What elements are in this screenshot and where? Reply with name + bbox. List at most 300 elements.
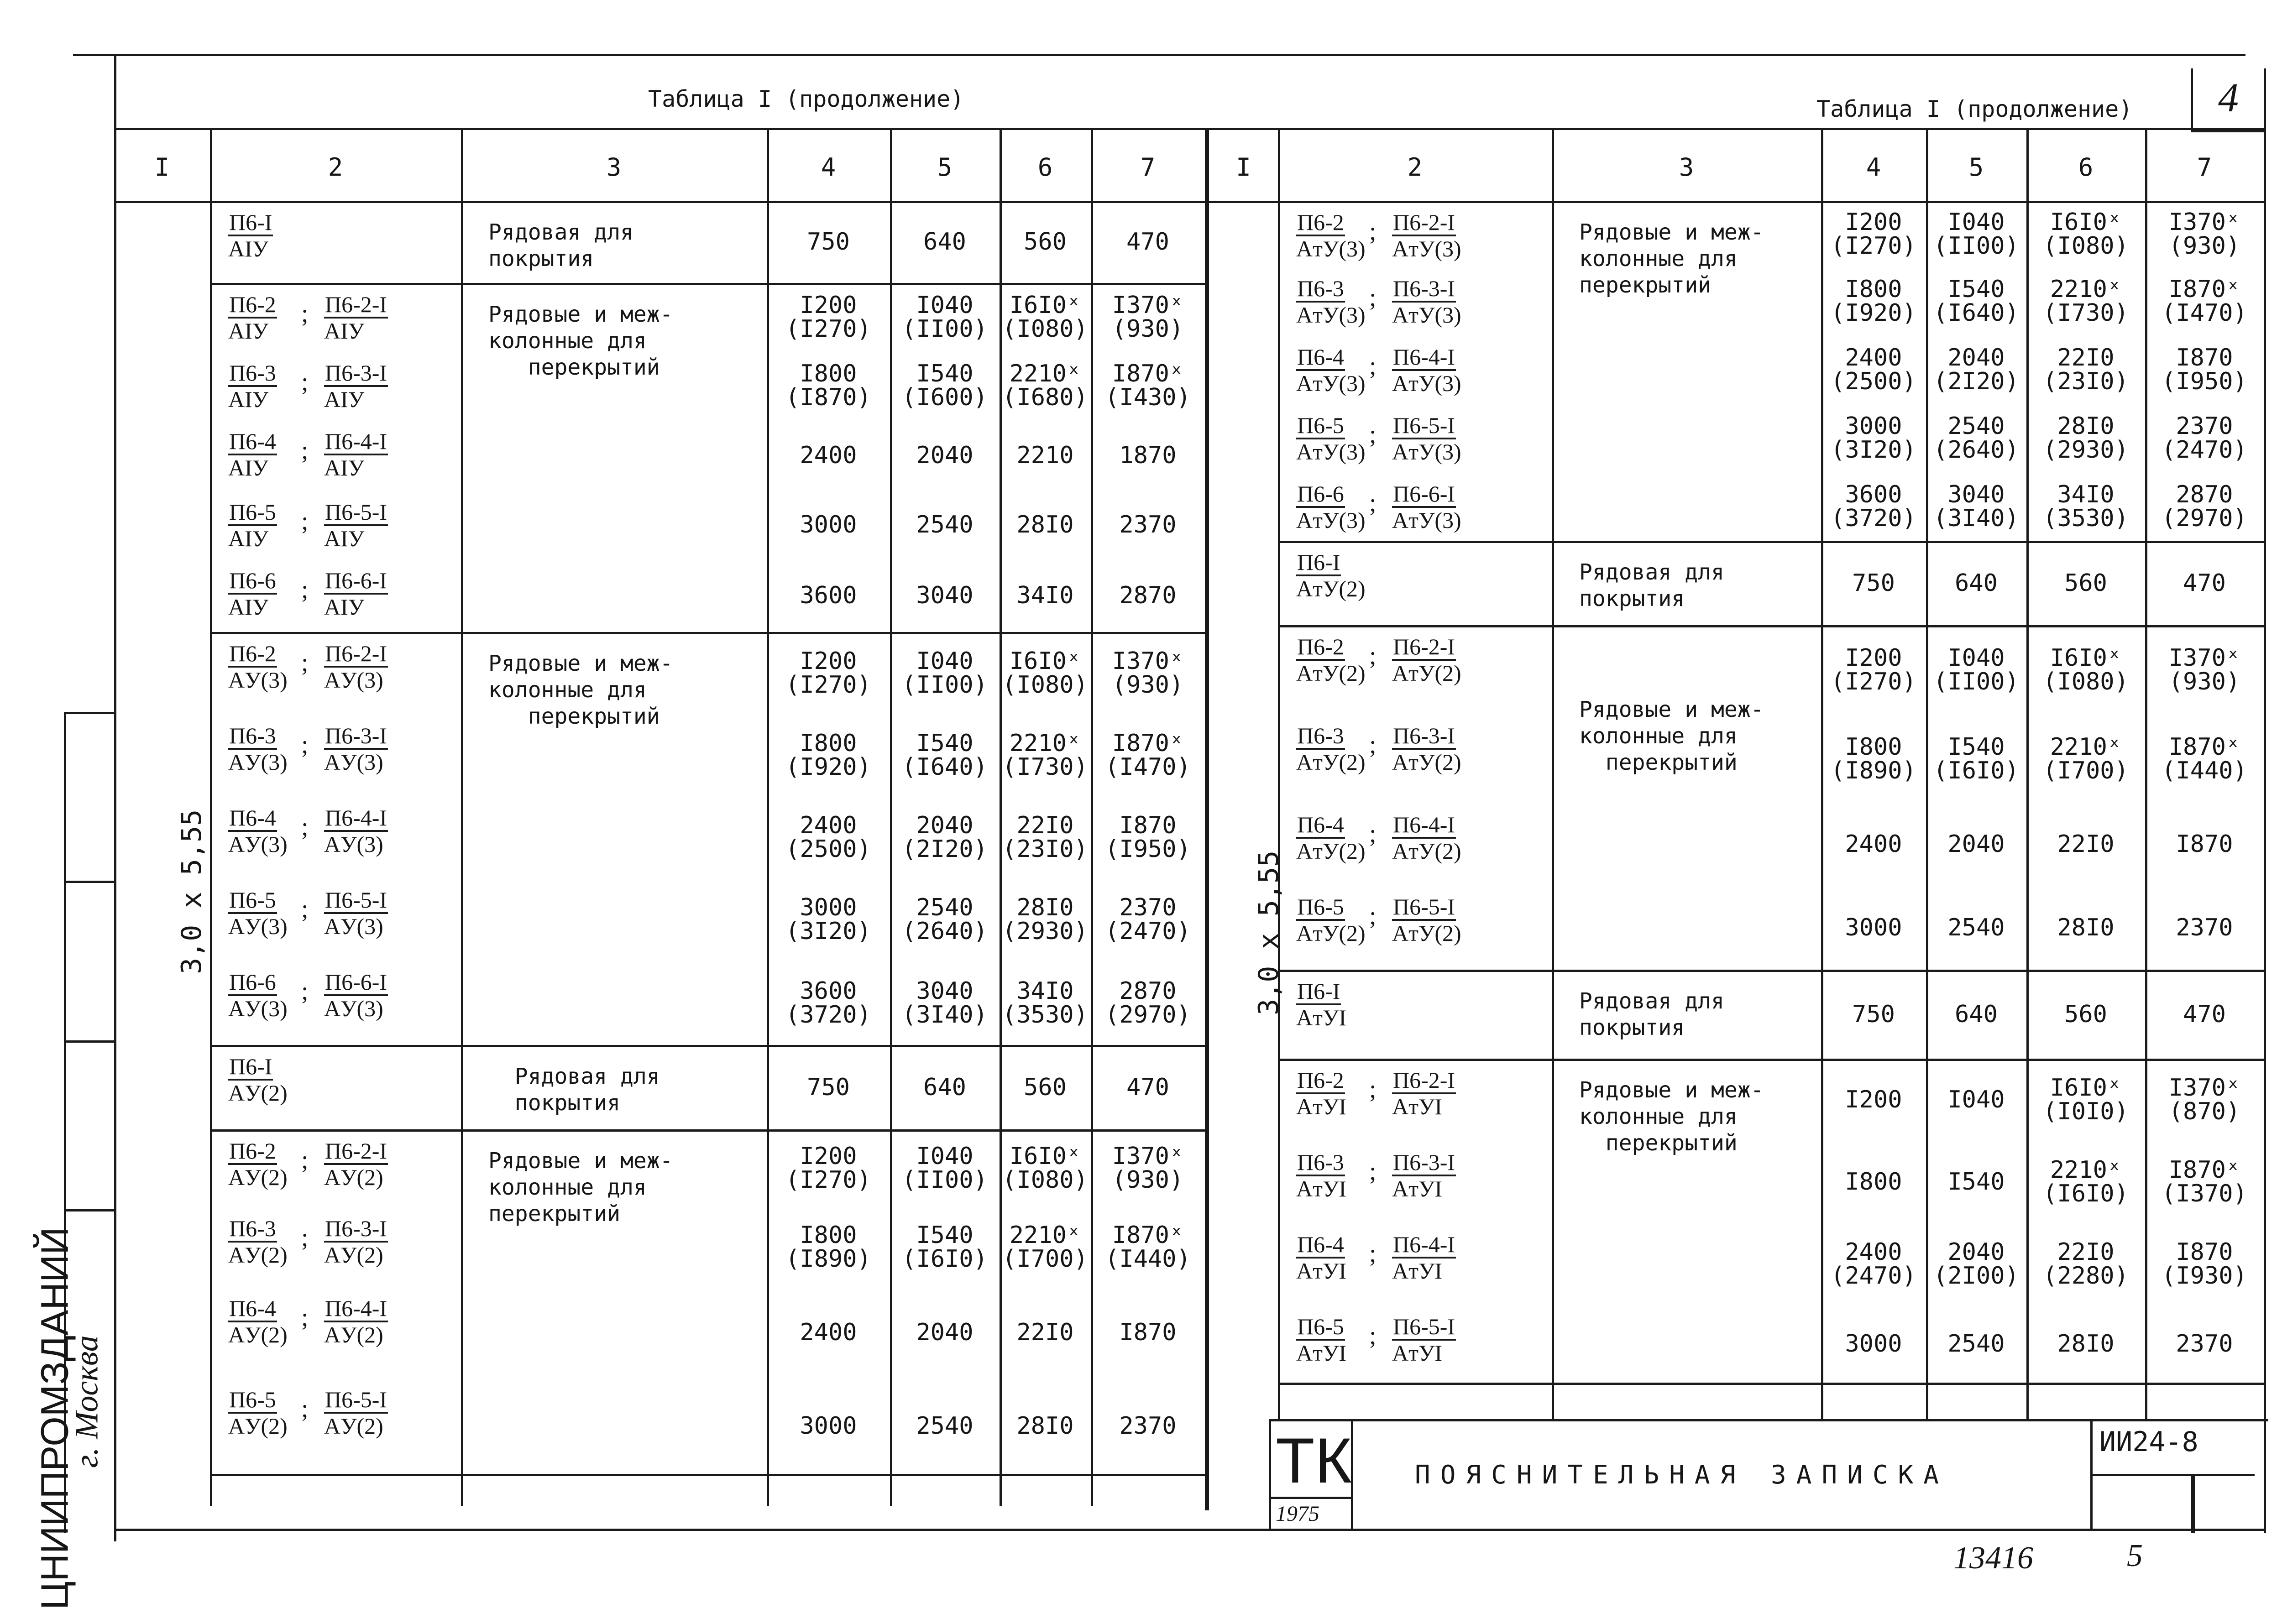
value-cell: I6I0ˣ (I080)	[1002, 648, 1088, 699]
mark-steel: AтУ(3)	[1392, 507, 1461, 533]
value-cell: I540 (I640)	[1933, 276, 2019, 327]
mark-steel: AтУ(3)	[1296, 371, 1366, 396]
mark-separator: ;	[301, 895, 309, 923]
value-cell: 2040 (2I20)	[902, 812, 988, 863]
value-cell: 470	[1126, 228, 1169, 256]
mark-code: П6-4-I	[324, 429, 388, 455]
value-cell: 2370 (2470)	[2162, 413, 2247, 464]
stamp-year: 1975	[1276, 1502, 1319, 1526]
mark-separator: ;	[1369, 420, 1377, 449]
element-mark	[228, 210, 273, 261]
mark-steel: AтУ(3)	[1296, 236, 1366, 261]
value-cell: I870ˣ (I370)	[2162, 1156, 2247, 1207]
value-cell: 3000	[1845, 1330, 1902, 1358]
element-mark-alt	[324, 500, 388, 551]
column-header: 7	[2197, 153, 2212, 182]
group-divider	[1278, 541, 2264, 543]
mark-steel: AIУ	[324, 318, 365, 344]
element-mark-alt	[324, 1216, 388, 1267]
column-divider	[461, 128, 463, 1506]
value-cell: I040 (II00)	[902, 1143, 988, 1194]
mark-separator: ;	[301, 368, 309, 396]
mark-steel: AтУ(3)	[1392, 236, 1461, 261]
element-mark	[228, 970, 288, 1021]
value-cell: 2210ˣ (I700)	[2043, 733, 2129, 784]
mark-code: П6-2	[228, 292, 277, 319]
value-cell: I870ˣ (I440)	[1105, 1221, 1191, 1273]
value-cell: 560	[1024, 228, 1067, 256]
mark-steel: AтУ(3)	[1392, 302, 1461, 328]
value-cell: 2540	[1947, 1330, 2005, 1358]
mark-steel: AУ(2)	[324, 1164, 383, 1190]
value-cell: I6I0ˣ (I080)	[2043, 208, 2129, 260]
mark-separator: ;	[1369, 642, 1377, 670]
group-divider	[210, 1129, 1205, 1132]
value-cell: 2400 (2500)	[1831, 344, 1916, 395]
mark-steel: AУ(3)	[228, 996, 288, 1021]
value-cell: I200 (I270)	[785, 1143, 871, 1194]
mark-steel: AтУ(2)	[1296, 576, 1366, 601]
value-cell: 34I0 (3530)	[1002, 977, 1088, 1029]
mark-steel: AУ(2)	[228, 1322, 288, 1347]
column-header: I	[154, 153, 170, 182]
side-strip-top	[64, 712, 116, 714]
mark-code: П6-I	[1296, 550, 1341, 576]
group-divider	[1278, 625, 2264, 627]
mark-steel: AIУ	[324, 455, 365, 480]
side-strip-mid1	[64, 881, 116, 883]
element-mark	[1296, 634, 1366, 685]
group-description: Рядовые и меж- колонные для перекрытий	[1579, 1077, 1764, 1156]
group-divider	[1278, 1059, 2264, 1061]
value-cell: 470	[1126, 1073, 1169, 1101]
value-cell: 2210ˣ (I730)	[1002, 730, 1088, 781]
value-cell: I870ˣ (I440)	[2162, 733, 2247, 784]
element-mark	[1296, 1232, 1346, 1283]
mark-steel: AУ(3)	[228, 914, 288, 939]
element-mark-alt	[1392, 894, 1461, 945]
mark-separator: ;	[1369, 283, 1377, 312]
value-cell: 640	[1955, 569, 1998, 597]
mark-separator: ;	[1369, 1157, 1377, 1185]
value-cell: 750	[1852, 569, 1895, 597]
mark-steel: AIУ	[228, 236, 269, 261]
column-header: 6	[2078, 153, 2094, 182]
value-cell: I200 (I270)	[785, 648, 871, 699]
mark-steel: AУ(2)	[324, 1242, 383, 1268]
mark-steel: AУ(2)	[228, 1164, 288, 1190]
value-cell: 3600 (3720)	[785, 977, 871, 1029]
mark-code: П6-4-I	[324, 805, 388, 832]
value-cell: 2370	[2176, 914, 2233, 941]
element-mark-alt	[324, 970, 388, 1021]
mark-code: П6-4-I	[324, 1296, 388, 1322]
mark-code: П6-3	[228, 360, 277, 387]
value-cell: I370ˣ (930)	[1112, 648, 1184, 699]
group-description: Рядовая для покрытия	[1579, 988, 1724, 1040]
left-border	[114, 54, 116, 1541]
value-cell: 2210ˣ (I700)	[1002, 1221, 1088, 1273]
mark-code: П6-5-I	[1392, 894, 1456, 921]
mark-steel: AтУ(2)	[1296, 838, 1366, 864]
element-mark-alt	[1392, 1068, 1456, 1119]
footer-sheet: 5	[2127, 1538, 2143, 1573]
column-header: I	[1236, 153, 1251, 182]
footer-ref: 13416	[1953, 1540, 2033, 1576]
mark-separator: ;	[301, 507, 309, 535]
mark-separator: ;	[301, 299, 309, 328]
value-cell: I040	[1947, 1086, 2005, 1113]
mark-steel: AУ(3)	[324, 749, 383, 775]
element-mark	[228, 292, 277, 343]
element-mark	[228, 805, 288, 856]
mark-steel: AУ(3)	[228, 667, 288, 693]
mark-code: П6-5-I	[324, 500, 388, 526]
mark-steel: AтУI	[1296, 1258, 1347, 1284]
element-mark	[228, 1296, 288, 1347]
element-mark	[1296, 1068, 1346, 1119]
mark-steel: AтУ(3)	[1392, 371, 1461, 396]
value-cell: I800 (I870)	[785, 360, 871, 411]
value-cell: I540 (I600)	[902, 360, 988, 411]
element-mark	[228, 888, 288, 939]
column-header: 7	[1140, 153, 1156, 182]
mark-steel: AтУ(2)	[1392, 838, 1461, 864]
mark-code: П6-2	[1296, 1068, 1345, 1094]
mark-separator: ;	[1369, 1321, 1377, 1350]
value-cell: 2870	[1119, 582, 1177, 609]
element-mark-alt	[1392, 276, 1461, 327]
mark-code: П6-2-I	[324, 292, 388, 319]
mark-steel: AтУ(2)	[1296, 749, 1366, 775]
mark-code: П6-6	[228, 970, 277, 996]
stamp-code: ИИ24-8	[2099, 1426, 2198, 1458]
mark-separator: ;	[1369, 820, 1377, 848]
mark-steel: AУ(2)	[324, 1322, 383, 1347]
element-mark-alt	[324, 723, 388, 774]
value-cell: 3600 (3720)	[1831, 481, 1916, 532]
mark-code: П6-3-I	[324, 360, 388, 387]
group-description: Рядовая для покрытия	[514, 1064, 660, 1116]
center-divider	[1205, 128, 1209, 1510]
value-cell: I870 (I950)	[1105, 812, 1191, 863]
column-header: 4	[821, 153, 836, 182]
element-mark-alt	[324, 429, 388, 480]
mark-separator: ;	[1369, 902, 1377, 930]
mark-separator: ;	[1369, 217, 1377, 245]
value-cell: 28I0 (2930)	[1002, 894, 1088, 945]
value-cell: 28I0	[2057, 914, 2115, 941]
element-mark	[1296, 894, 1366, 945]
mark-separator: ;	[301, 813, 309, 841]
mark-steel: AIУ	[324, 386, 365, 412]
mark-steel: AтУ(3)	[1392, 439, 1461, 465]
value-cell: 2370 (2470)	[1105, 894, 1191, 945]
value-cell: 640	[1955, 1000, 1998, 1028]
group-divider	[210, 1474, 1205, 1476]
mark-steel: AIУ	[228, 318, 269, 344]
value-cell: I800 (I890)	[1831, 733, 1916, 784]
group-description: Рядовая для покрытия	[1579, 559, 1724, 611]
value-cell: 750	[1852, 1000, 1895, 1028]
mark-steel: AтУI	[1296, 1005, 1347, 1030]
left-table-title: Таблица I (продолжение)	[648, 86, 964, 112]
value-cell: 3000	[800, 1412, 857, 1440]
mark-code: П6-5	[228, 500, 277, 526]
stamp-top-line	[1269, 1419, 2268, 1421]
mark-steel: AтУI	[1392, 1340, 1443, 1366]
value-cell: 2400 (2500)	[785, 812, 871, 863]
value-cell: 2400	[800, 1319, 857, 1346]
element-mark	[228, 1216, 288, 1267]
mark-steel: AУ(2)	[228, 1242, 288, 1268]
element-mark	[1296, 1314, 1346, 1365]
value-cell: 22I0	[1016, 1319, 1074, 1346]
value-cell: 2540 (2640)	[1933, 413, 2019, 464]
value-cell: 1870	[1119, 441, 1177, 469]
stamp-code-line	[2090, 1474, 2255, 1476]
group-description: Рядовые и меж- колонные для перекрытий	[1579, 697, 1764, 775]
right-border	[2264, 68, 2266, 1533]
mark-code: П6-2	[228, 641, 277, 668]
mark-steel: AУ(3)	[228, 831, 288, 857]
element-mark-alt	[1392, 1232, 1456, 1283]
group-divider	[210, 283, 1205, 285]
value-cell: I870ˣ (I470)	[1105, 730, 1191, 781]
mark-code: П6-4	[228, 805, 277, 832]
mark-code: П6-6-I	[324, 568, 388, 595]
value-cell: I200	[1845, 1086, 1902, 1113]
value-cell: 2210ˣ (I6I0)	[2043, 1156, 2129, 1207]
mark-code: П6-I	[1296, 979, 1341, 1005]
mark-steel: AтУ(2)	[1392, 920, 1461, 946]
mark-steel: AтУ(3)	[1296, 507, 1366, 533]
value-cell: 28I0	[2057, 1330, 2115, 1358]
value-cell: 470	[2183, 569, 2226, 597]
mark-code: П6-4	[1296, 812, 1345, 839]
mark-code: П6-3-I	[1392, 276, 1456, 303]
value-cell: 3000	[800, 511, 857, 538]
element-mark	[1296, 276, 1366, 327]
value-cell: 2400 (2470)	[1831, 1238, 1916, 1290]
value-cell: 28I0 (2930)	[2043, 413, 2129, 464]
element-mark	[1296, 979, 1346, 1030]
element-mark	[1296, 550, 1366, 601]
mark-code: П6-2	[228, 1138, 277, 1165]
column-header: 2	[1407, 153, 1423, 182]
value-cell: 2040	[916, 1319, 974, 1346]
value-cell: 750	[807, 1073, 850, 1101]
element-mark-alt	[1392, 345, 1461, 396]
mark-code: П6-2-I	[1392, 210, 1456, 236]
group-description: Рядовые и меж- колонные для перекрытий	[488, 1148, 673, 1227]
mark-code: П6-5-I	[1392, 413, 1456, 439]
mark-separator: ;	[1369, 1075, 1377, 1103]
group-description: Рядовые и меж- колонные для перекрытий	[1579, 219, 1764, 298]
mark-code: П6-6-I	[324, 970, 388, 996]
mark-steel: AтУI	[1392, 1258, 1443, 1284]
side-strip-mid2	[64, 1040, 116, 1043]
value-cell: 2870 (2970)	[2162, 481, 2247, 532]
element-mark	[228, 641, 288, 692]
mark-steel: AтУ(3)	[1296, 439, 1366, 465]
header-top-line	[114, 128, 2266, 130]
value-cell: 2400	[1845, 830, 1902, 858]
side-city: г. Москва	[68, 1335, 105, 1468]
value-cell: 2040 (2I20)	[1933, 344, 2019, 395]
column-header: 2	[328, 153, 343, 182]
value-cell: 560	[2064, 1000, 2107, 1028]
mark-code: П6-5	[228, 1387, 277, 1414]
value-cell: I040 (II00)	[1933, 644, 2019, 695]
value-cell: 2210	[1016, 441, 1074, 469]
page-number-box	[2191, 68, 2264, 132]
mark-separator: ;	[301, 1146, 309, 1174]
value-cell: I870	[2176, 830, 2233, 858]
mark-code: П6-5	[228, 888, 277, 914]
value-cell: I040 (II00)	[1933, 208, 2019, 260]
element-mark	[228, 360, 277, 412]
mark-steel: AтУI	[1392, 1094, 1443, 1119]
column-divider	[210, 128, 212, 1506]
page-number: 4	[2218, 75, 2239, 120]
element-mark-alt	[1392, 812, 1461, 863]
value-cell: I6I0ˣ (I080)	[1002, 292, 1088, 343]
value-cell: I540 (I6I0)	[1933, 733, 2019, 784]
value-cell: I200 (I270)	[1831, 208, 1916, 260]
left-span-label: 3,0 x 5,55	[176, 809, 208, 974]
value-cell: 3040	[916, 582, 974, 609]
mark-steel: AтУI	[1296, 1094, 1347, 1119]
value-cell: I540 (I640)	[902, 730, 988, 781]
column-header: 3	[1679, 153, 1694, 182]
mark-steel: AIУ	[324, 526, 365, 551]
right-table-title: Таблица I (продолжение)	[1816, 96, 2133, 122]
element-mark-alt	[324, 888, 388, 939]
mark-steel: AУ(3)	[228, 749, 288, 775]
mark-steel: AтУ(2)	[1296, 660, 1366, 686]
element-mark-alt	[324, 805, 388, 856]
value-cell: I040 (II00)	[902, 648, 988, 699]
mark-separator: ;	[1369, 1239, 1377, 1268]
value-cell: 2400	[800, 441, 857, 469]
value-cell: I870 (I930)	[2162, 1238, 2247, 1290]
stamp-code-mark	[2191, 1474, 2195, 1533]
element-mark	[228, 723, 288, 774]
element-mark-alt	[1392, 1314, 1456, 1365]
value-cell: 22I0 (23I0)	[2043, 344, 2129, 395]
mark-steel: AтУ(2)	[1392, 749, 1461, 775]
mark-steel: AУ(3)	[324, 831, 383, 857]
value-cell: 2370	[1119, 1412, 1177, 1440]
mark-separator: ;	[301, 731, 309, 759]
mark-steel: AIУ	[324, 594, 365, 620]
element-mark	[228, 500, 277, 551]
value-cell: 3000 (3I20)	[785, 894, 871, 945]
element-mark	[228, 429, 277, 480]
value-cell: I6I0ˣ (I0I0)	[2043, 1074, 2129, 1125]
mark-code: П6-4	[228, 1296, 277, 1322]
value-cell: 560	[2064, 569, 2107, 597]
element-mark	[228, 1138, 288, 1190]
column-header: 3	[606, 153, 622, 182]
value-cell: 34I0	[1016, 582, 1074, 609]
column-divider	[1552, 128, 1554, 1419]
element-mark-alt	[324, 641, 388, 692]
mark-code: П6-3-I	[324, 1216, 388, 1243]
top-border	[73, 54, 2245, 56]
group-description: Рядовые и меж- колонные для перекрытий	[488, 302, 673, 380]
mark-code: П6-3	[1296, 723, 1345, 750]
element-mark-alt	[1392, 481, 1461, 533]
mark-separator: ;	[301, 1223, 309, 1252]
mark-code: П6-6-I	[1392, 481, 1456, 508]
mark-code: П6-6	[1296, 481, 1345, 508]
value-cell: 3000	[1845, 914, 1902, 941]
value-cell: 28I0	[1016, 511, 1074, 538]
element-mark	[228, 1387, 288, 1438]
mark-separator: ;	[301, 575, 309, 604]
value-cell: 2540	[1947, 914, 2005, 941]
mark-steel: AтУI	[1296, 1176, 1347, 1201]
group-divider	[1278, 1383, 2264, 1385]
element-mark	[228, 568, 277, 619]
mark-code: П6-2-I	[1392, 1068, 1456, 1094]
value-cell: 22I0 (2280)	[2043, 1238, 2129, 1290]
mark-code: П6-3-I	[324, 723, 388, 750]
element-mark	[1296, 1150, 1346, 1201]
value-cell: 3040 (3I40)	[902, 977, 988, 1029]
mark-steel: AIУ	[228, 386, 269, 412]
mark-code: П6-2-I	[1392, 634, 1456, 661]
column-divider	[1278, 128, 1280, 1419]
element-mark	[1296, 481, 1366, 533]
bottom-border	[114, 1529, 2266, 1531]
mark-steel: AтУI	[1296, 1340, 1347, 1366]
mark-code: П6-2	[1296, 634, 1345, 661]
value-cell: 2210ˣ (I730)	[2043, 276, 2129, 327]
element-mark	[228, 1054, 288, 1105]
value-cell: I040 (II00)	[902, 292, 988, 343]
mark-steel: AтУ(3)	[1296, 302, 1366, 328]
right-span-label: 3,0 x 5,55	[1253, 850, 1285, 1015]
value-cell: 2870 (2970)	[1105, 977, 1191, 1029]
mark-steel: AтУ(2)	[1392, 660, 1461, 686]
element-mark-alt	[324, 292, 388, 343]
group-divider	[210, 632, 1205, 634]
element-mark-alt	[324, 1296, 388, 1347]
value-cell: I800 (I920)	[1831, 276, 1916, 327]
element-mark-alt	[1392, 1150, 1456, 1201]
element-mark	[1296, 812, 1366, 863]
element-mark	[1296, 723, 1366, 774]
value-cell: 750	[807, 228, 850, 256]
value-cell: I200 (I270)	[1831, 644, 1916, 695]
mark-steel: AУ(3)	[324, 914, 383, 939]
mark-separator: ;	[1369, 352, 1377, 380]
value-cell: I870ˣ (I430)	[1105, 360, 1191, 411]
header-bottom-line	[114, 201, 2266, 203]
mark-separator: ;	[301, 648, 309, 677]
mark-steel: AУ(3)	[324, 996, 383, 1021]
group-divider	[1278, 970, 2264, 972]
group-description: Рядовые и меж- колонные для перекрытий	[488, 651, 673, 729]
mark-code: П6-4-I	[1392, 1232, 1456, 1258]
column-header: 5	[937, 153, 953, 182]
group-divider	[210, 1045, 1205, 1047]
mark-separator: ;	[301, 436, 309, 465]
value-cell: 2540 (2640)	[902, 894, 988, 945]
